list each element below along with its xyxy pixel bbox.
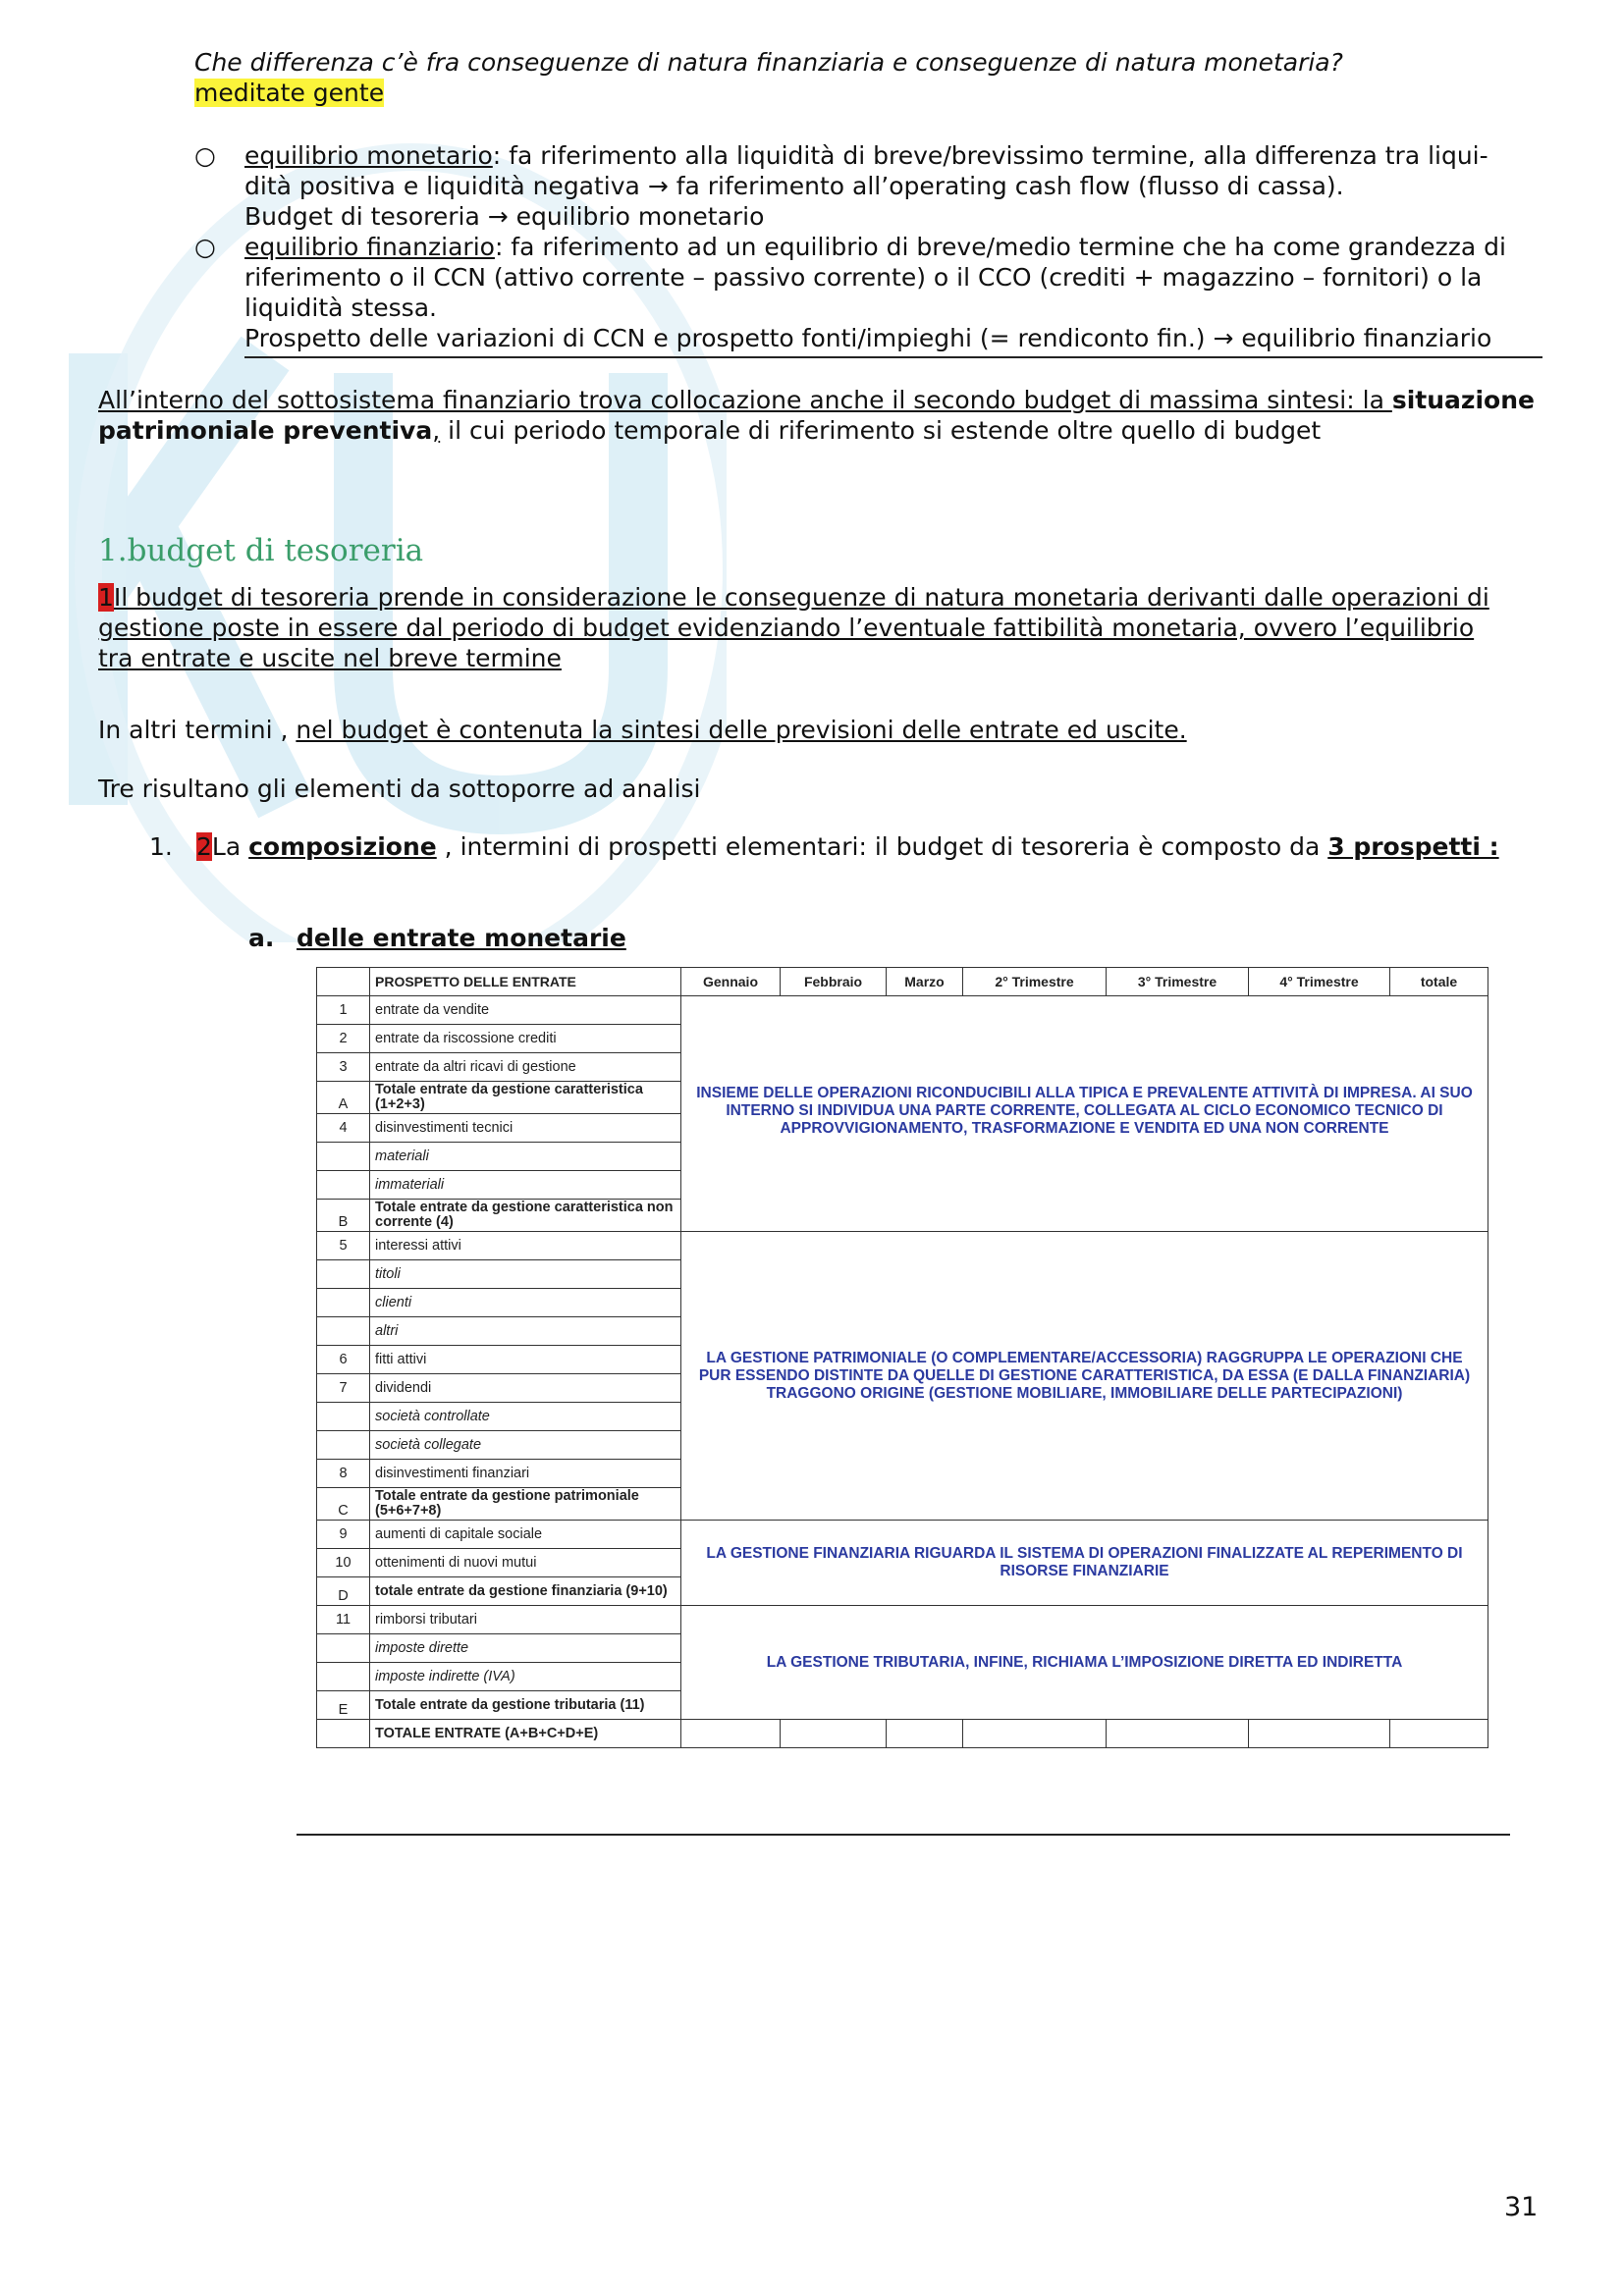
table-cell	[963, 1720, 1107, 1748]
intro-note	[194, 78, 384, 108]
table-cell	[1390, 1720, 1488, 1748]
row-label: Totale entrate da gestione patrimoniale (5+6+7+8)	[370, 1488, 681, 1521]
row-label: ottenimenti di nuovi mutui	[370, 1549, 681, 1577]
row-label: Totale entrate da gestione caratteristica non corrente (4)	[370, 1200, 681, 1232]
row-label: disinvestimenti finanziari	[370, 1460, 681, 1488]
row-label: aumenti di capitale sociale	[370, 1521, 681, 1549]
section-heading: 1.budget di tesoreria	[98, 533, 424, 568]
bullet-equilibrio-finanziario	[244, 232, 1541, 353]
table-cell	[781, 1720, 887, 1748]
row-number: 9	[317, 1521, 370, 1549]
row-number: 11	[317, 1606, 370, 1634]
row-number: 2	[317, 1025, 370, 1053]
row-number: A	[317, 1082, 370, 1114]
row-number	[317, 1260, 370, 1289]
para-text: nel budget è contenuta la sintesi delle previsioni delle entrate ed uscite.	[296, 716, 1187, 744]
bullet-line: dità positiva e liquidità negativa → fa riferimento all’operating cash flow (flusso di cassa).	[244, 172, 1344, 200]
header-febbraio: Febbraio	[781, 968, 887, 996]
row-label: società collegate	[370, 1431, 681, 1460]
table-cell	[317, 968, 370, 996]
intro-question: Che differenza c’è fra conseguenze di natura finanziaria e conseguenze di natura monetaria?	[194, 48, 1343, 77]
divider	[297, 1834, 1510, 1836]
row-label: materiali	[370, 1143, 681, 1171]
item-text: La	[211, 832, 249, 861]
list-number: 1.	[149, 832, 173, 861]
table-total-row	[317, 1720, 1488, 1748]
sub-letter: a.	[248, 924, 275, 952]
row-label: dividendi	[370, 1374, 681, 1403]
row-label: titoli	[370, 1260, 681, 1289]
table-cell	[887, 1720, 963, 1748]
table-header-row	[317, 968, 1488, 996]
para-bold: patrimoniale preventiva	[98, 416, 433, 445]
row-label: totale entrate da gestione finanziaria (9+10)	[370, 1577, 681, 1606]
item-text: , intermini di prospetti elementari: il budget di tesoreria è composto da	[436, 832, 1328, 861]
row-number: 3	[317, 1053, 370, 1082]
row-label: entrate da riscossione crediti	[370, 1025, 681, 1053]
paragraph-altri-termini	[98, 715, 1187, 745]
row-label: altri	[370, 1317, 681, 1346]
paragraph-definizione	[98, 582, 1551, 673]
row-label: disinvestimenti tecnici	[370, 1114, 681, 1143]
row-number	[317, 1634, 370, 1663]
row-number	[317, 1171, 370, 1200]
row-number	[317, 1289, 370, 1317]
paragraph-sintesi	[98, 385, 1551, 446]
row-label: imposte dirette	[370, 1634, 681, 1663]
bullet-term: equilibrio finanziario	[244, 233, 495, 261]
table-row	[317, 1606, 1488, 1634]
paragraph-elementi: Tre risultano gli elementi da sottoporre ad analisi	[98, 774, 701, 803]
row-number: 10	[317, 1549, 370, 1577]
bullet-line: : fa riferimento ad un equilibrio di breve/medio termine che ha come grandezza di	[494, 233, 1506, 261]
header-gennaio: Gennaio	[681, 968, 781, 996]
row-number	[317, 1143, 370, 1171]
divider	[244, 356, 1542, 358]
row-number	[317, 1720, 370, 1748]
table-row	[317, 1521, 1488, 1549]
header-prospetto: PROSPETTO DELLE ENTRATE	[370, 968, 681, 996]
bullet-equilibrio-monetario	[244, 140, 1541, 232]
highlighted-note: meditate gente	[194, 79, 385, 107]
desc-tributaria: LA GESTIONE TRIBUTARIA, INFINE, RICHIAMA L’IMPOSIZIONE DIRETTA ED INDIRETTA	[681, 1606, 1488, 1720]
row-number	[317, 1317, 370, 1346]
bullet-line: Prospetto delle variazioni di CCN e prospetto fonti/impieghi (= rendiconto fin.) → equilibrio finanziario	[244, 324, 1492, 352]
bullet-line: : fa riferimento alla liquidità di breve/brevissimo termine, alla differenza tra liqui-	[492, 141, 1488, 170]
desc-caratteristica: INSIEME DELLE OPERAZIONI RICONDUCIBILI ALLA TIPICA E PREVALENTE ATTIVITÀ DI IMPRESA. AI SUO INTERNO SI INDIVIDUA UNA PARTE CORRENTE, COLLEGATA AL CICLO ECONOMICO TECNICO DI APPROVVIGIONAMENTO, TRASFORMAZIONE E VENDITA ED UNA NON CORRENTE	[681, 996, 1488, 1232]
sub-title-text: delle entrate monetarie	[297, 924, 626, 952]
comment-marker[interactable]: 2	[196, 832, 212, 861]
item-bold: composizione	[248, 832, 437, 861]
item-bold: 3 prospetti :	[1327, 832, 1499, 861]
row-number: 1	[317, 996, 370, 1025]
row-number	[317, 1403, 370, 1431]
bullet-line: riferimento o il CCN (attivo corrente – passivo corrente) o il CCO (crediti + magazzino – fornitori) o la	[244, 263, 1483, 292]
para-text: ,	[432, 416, 441, 445]
row-label: imposte indirette (IVA)	[370, 1663, 681, 1691]
bullet-symbol: ○	[194, 233, 216, 261]
row-label: clienti	[370, 1289, 681, 1317]
bullet-term: equilibrio monetario	[244, 141, 493, 170]
bullet-symbol: ○	[194, 141, 216, 170]
row-number	[317, 1431, 370, 1460]
row-label: Totale entrate da gestione tributaria (11)	[370, 1691, 681, 1720]
row-number: 8	[317, 1460, 370, 1488]
desc-finanziaria: LA GESTIONE FINANZIARIA RIGUARDA IL SISTEMA DI OPERAZIONI FINALIZZATE AL REPERIMENTO DI RISORSE FINANZIARIE	[681, 1521, 1488, 1606]
row-label: entrate da vendite	[370, 996, 681, 1025]
header-totale: totale	[1390, 968, 1488, 996]
page-number: 31	[1504, 2192, 1539, 2222]
row-number	[317, 1663, 370, 1691]
row-label: interessi attivi	[370, 1232, 681, 1260]
table-cell	[1249, 1720, 1390, 1748]
sub-title	[297, 923, 626, 953]
list-item-composizione	[196, 831, 1499, 862]
row-label: rimborsi tributari	[370, 1606, 681, 1634]
row-number: E	[317, 1691, 370, 1720]
table-cell	[681, 1720, 781, 1748]
table-cell	[1107, 1720, 1249, 1748]
entrate-table	[316, 967, 1488, 1748]
desc-patrimoniale: LA GESTIONE PATRIMONIALE (O COMPLEMENTARE/ACCESSORIA) RAGGRUPPA LE OPERAZIONI CHE PUR ESSENDO DISTINTE DA QUELLE DI GESTIONE CARATTERISTICA, DA ESSA (E DALLA FINANZIARIA) TRAGGONO ORIGINE (GESTIONE MOBILIARE, IMMOBILIARE DELLE PARTECIPAZIONI)	[681, 1232, 1488, 1521]
para-bold: situazione	[1391, 386, 1535, 414]
row-number: D	[317, 1577, 370, 1606]
row-label: società controllate	[370, 1403, 681, 1431]
para-text: Il budget di tesoreria prende in considerazione le conseguenze di natura monetaria derivanti dalle operazioni di	[113, 583, 1489, 612]
table-row	[317, 1232, 1488, 1260]
para-text: tra entrate e uscite nel breve termine	[98, 644, 562, 672]
para-text: il cui periodo temporale di riferimento si estende oltre quello di budget	[440, 416, 1322, 445]
row-label: fitti attivi	[370, 1346, 681, 1374]
row-number: 6	[317, 1346, 370, 1374]
row-label: entrate da altri ricavi di gestione	[370, 1053, 681, 1082]
bullet-line: liquidità stessa.	[244, 294, 437, 322]
header-4-trimestre: 4° Trimestre	[1249, 968, 1390, 996]
row-number: 5	[317, 1232, 370, 1260]
para-text: All’interno del sottosistema finanziario trova collocazione anche il secondo budget di massima sintesi: la	[98, 386, 1392, 414]
row-number: 4	[317, 1114, 370, 1143]
header-3-trimestre: 3° Trimestre	[1107, 968, 1249, 996]
para-text: In altri termini ,	[98, 716, 297, 744]
row-number: 7	[317, 1374, 370, 1403]
header-2-trimestre: 2° Trimestre	[963, 968, 1107, 996]
row-label: TOTALE ENTRATE (A+B+C+D+E)	[370, 1720, 681, 1748]
para-text: gestione poste in essere dal periodo di budget evidenziando l’eventuale fattibilità monetaria, ovvero l’equilibrio	[98, 614, 1475, 642]
row-number: C	[317, 1488, 370, 1521]
row-label: Totale entrate da gestione caratteristica (1+2+3)	[370, 1082, 681, 1114]
table-row	[317, 996, 1488, 1025]
bullet-line: Budget di tesoreria → equilibrio monetario	[244, 202, 765, 231]
comment-marker[interactable]: 1	[98, 583, 114, 612]
header-marzo: Marzo	[887, 968, 963, 996]
row-number: B	[317, 1200, 370, 1232]
row-label: immateriali	[370, 1171, 681, 1200]
